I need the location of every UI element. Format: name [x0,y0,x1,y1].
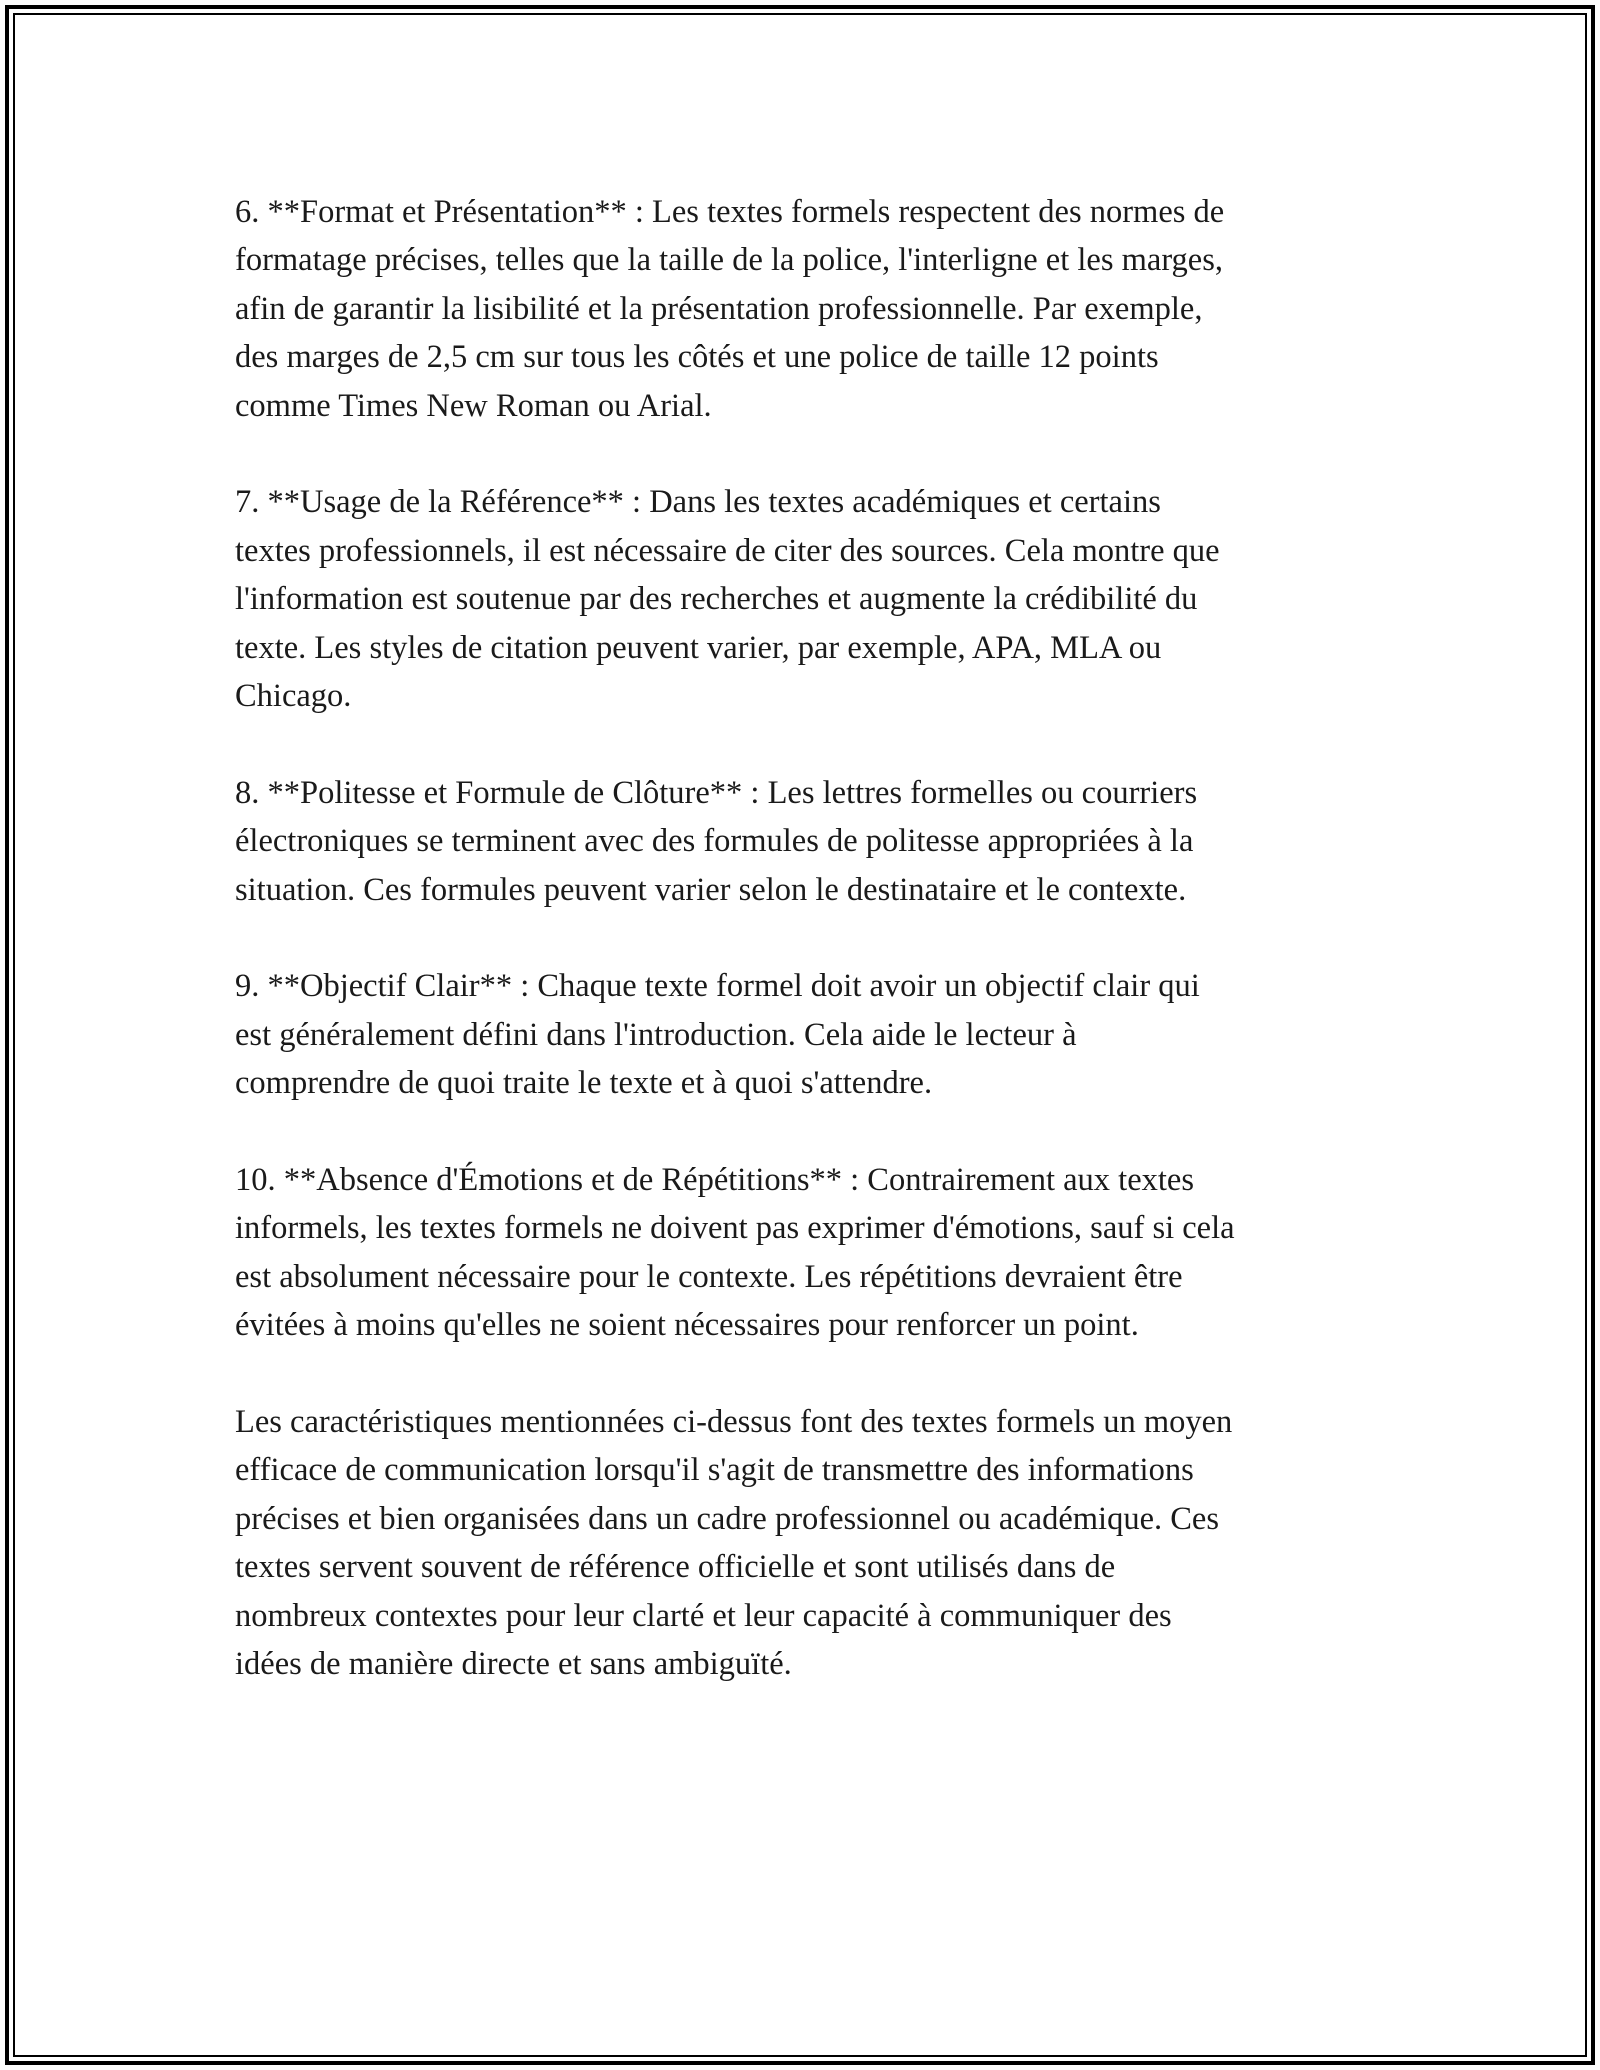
paragraph-politesse-cloture [235,769,1375,914]
text-line: texte. Les styles de citation peuvent varier, par exemple, APA, MLA ou [235,629,1162,666]
text-line: efficace de communication lorsqu'il s'agit de transmettre des informations [235,1452,1194,1489]
text-line: afin de garantir la lisibilité et la présentation professionnelle. Par exemple, [235,290,1203,327]
text-line: électroniques se terminent avec des formules de politesse appropriées à la [235,823,1194,860]
text-line: comme Times New Roman ou Arial. [235,387,712,424]
text-line: est absolument nécessaire pour le contexte. Les répétitions devraient être [235,1258,1183,1295]
text-line: des marges de 2,5 cm sur tous les côtés et une police de taille 12 points [235,339,1159,376]
text-line: situation. Ces formules peuvent varier selon le destinataire et le contexte. [235,871,1187,908]
text-line: 8. **Politesse et Formule de Clôture** : Les lettres formelles ou courriers [235,774,1198,811]
text-line: 7. **Usage de la Référence** : Dans les textes académiques et certains [235,484,1161,521]
paragraph-usage-reference [235,478,1375,720]
document-body [235,188,1375,1737]
paragraph-objectif-clair [235,962,1375,1107]
text-line: est généralement défini dans l'introduction. Cela aide le lecteur à [235,1016,1077,1053]
text-line: formatage précises, telles que la taille de la police, l'interligne et les marges, [235,242,1223,279]
text-line: évitées à moins qu'elles ne soient nécessaires pour renforcer un point. [235,1307,1139,1344]
text-line: Chicago. [235,678,352,715]
text-line: 10. **Absence d'Émotions et de Répétitions** : Contrairement aux textes [235,1162,1194,1199]
text-line: nombreux contextes pour leur clarté et leur capacité à communiquer des [235,1597,1172,1634]
text-line: 9. **Objectif Clair** : Chaque texte formel doit avoir un objectif clair qui [235,968,1200,1005]
text-line: idées de manière directe et sans ambiguïté. [235,1646,792,1683]
text-line: informels, les textes formels ne doivent pas exprimer d'émotions, sauf si cela [235,1210,1235,1247]
text-line: 6. **Format et Présentation** : Les textes formels respectent des normes de [235,194,1225,230]
paragraph-conclusion [235,1398,1375,1688]
paragraph-absence-emotions [235,1156,1375,1350]
text-line: textes professionnels, il est nécessaire de citer des sources. Cela montre que [235,532,1220,569]
text-line: textes servent souvent de référence officielle et sont utilisés dans de [235,1549,1116,1586]
paragraph-format-presentation [235,188,1375,430]
text-line: Les caractéristiques mentionnées ci-dessus font des textes formels un moyen [235,1404,1233,1441]
text-line: comprendre de quoi traite le texte et à quoi s'attendre. [235,1065,933,1102]
text-line: précises et bien organisées dans un cadre professionnel ou académique. Ces [235,1500,1219,1537]
text-line: l'information est soutenue par des recherches et augmente la crédibilité du [235,581,1198,618]
